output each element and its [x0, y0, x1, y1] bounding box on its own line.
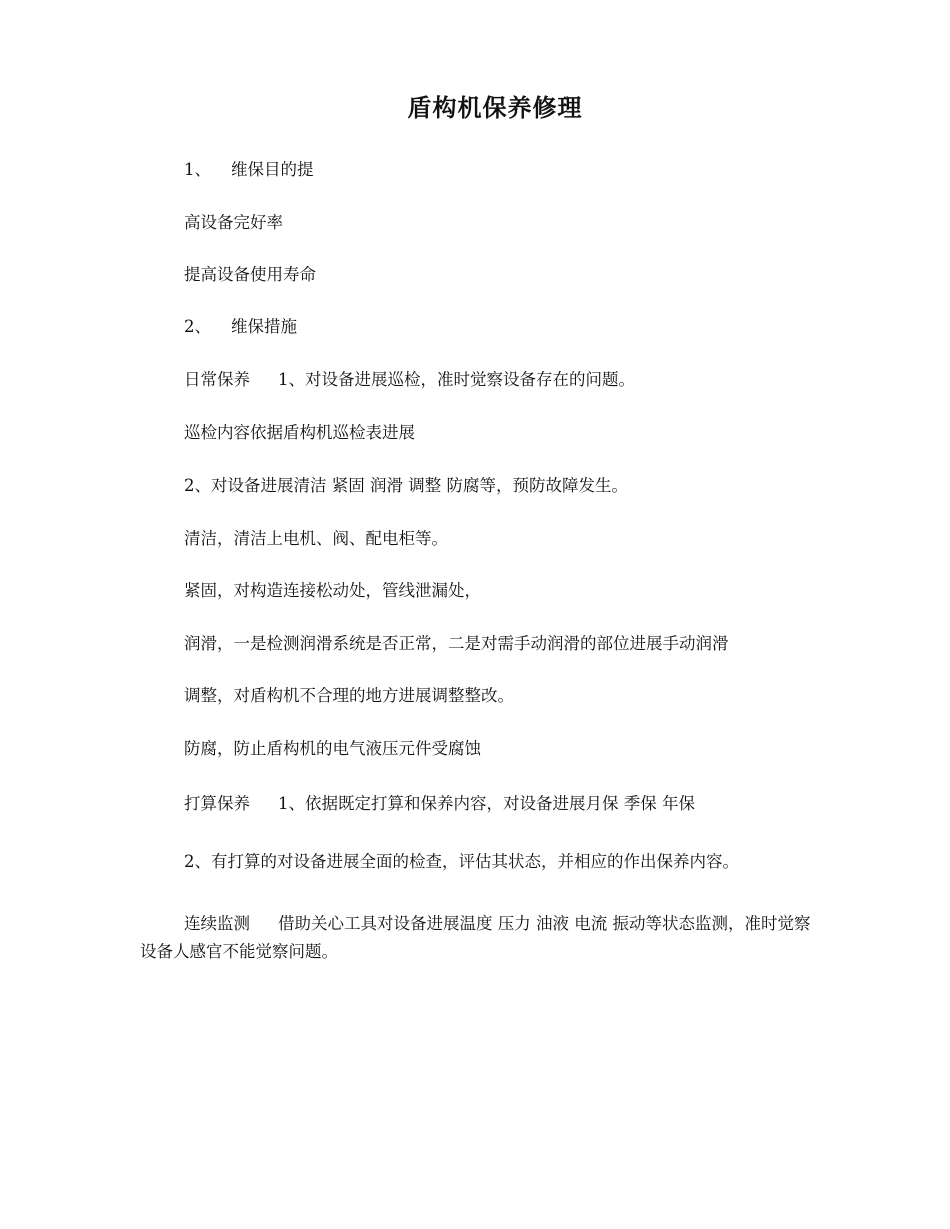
line-cleaning: 清洁，清洁上电机、阀、配电柜等。: [184, 529, 448, 548]
line-planned-maintenance: [184, 794, 695, 814]
line-inspection: 巡检内容依据盾构机巡检表进展: [184, 423, 415, 442]
planned-maintenance-label: 打算保养: [184, 794, 250, 813]
continuous-monitoring-text: 借助关心工具对设备进展温度 压力 油液 电流 振动等状态监测，准时觉察设备人感官不能觉察问题。: [140, 914, 811, 961]
line-anticorrosion: 防腐，防止盾构机的电气液压元件受腐蚀: [184, 739, 481, 758]
line-section-1: [184, 160, 314, 180]
section-2-number: 2、: [184, 317, 211, 336]
line-adjustment: 调整，对盾构机不合理的地方进展调整整改。: [184, 686, 514, 705]
line-cleaning-list: 2、对设备进展清洁 紧固 润滑 调整 防腐等，预防故障发生。: [184, 476, 628, 495]
daily-maintenance-text: 1、对设备进展巡检，准时觉察设备存在的问题。: [278, 370, 635, 389]
section-2-heading: 维保措施: [231, 317, 297, 336]
section-1-number: 1、: [184, 160, 211, 179]
line-planned-inspection: 2、有打算的对设备进展全面的检查，评估其状态，并相应的作出保养内容。: [184, 852, 739, 871]
line-fastening: 紧固，对构造连接松动处，管线泄漏处，: [184, 581, 481, 600]
line-goal-1: 高设备完好率: [184, 213, 283, 232]
section-1-heading: 维保目的提: [231, 160, 314, 179]
document-title: 盾构机保养修理: [407, 94, 583, 122]
planned-maintenance-text: 1、依据既定打算和保养内容，对设备进展月保 季保 年保: [278, 794, 695, 813]
line-lubrication: 润滑，一是检测润滑系统是否正常，二是对需手动润滑的部位进展手动润滑: [184, 634, 729, 653]
line-section-2: [184, 317, 297, 337]
continuous-monitoring-label: 连续监测: [184, 914, 250, 933]
paragraph-continuous-monitoring: [140, 910, 820, 966]
line-daily-maintenance: [184, 370, 635, 390]
daily-maintenance-label: 日常保养: [184, 370, 250, 389]
line-goal-2: 提高设备使用寿命: [184, 265, 316, 284]
